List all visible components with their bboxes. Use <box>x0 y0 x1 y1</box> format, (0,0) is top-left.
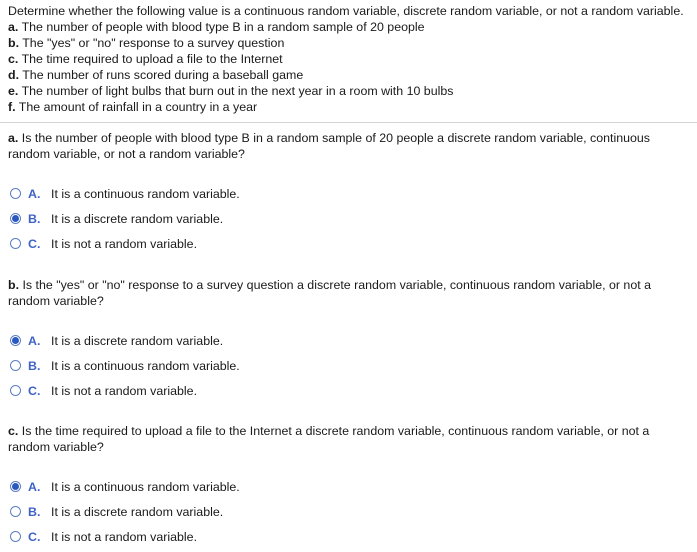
option-c-C[interactable]: C. It is not a random variable. <box>0 524 697 549</box>
option-c-B[interactable]: B. It is a discrete random variable. <box>0 499 697 524</box>
question-b <box>0 256 697 309</box>
intro-item-a: a. The number of people with blood type B in a random sample of 20 people <box>8 20 425 34</box>
question-c <box>0 403 697 455</box>
option-c-A[interactable]: A. It is a continuous random variable. <box>0 474 697 499</box>
options-b <box>0 328 697 403</box>
radio-button[interactable] <box>10 481 21 492</box>
intro-item-c: c. The time required to upload a file to the Internet <box>8 52 283 66</box>
option-b-A[interactable]: A. It is a discrete random variable. <box>0 328 697 353</box>
radio-button[interactable] <box>10 360 21 371</box>
intro-item-d: d. The number of runs scored during a baseball game <box>8 68 304 82</box>
intro-item-b: b. The "yes" or "no" response to a survey question <box>8 36 285 50</box>
question-letter: b. <box>8 278 20 292</box>
question-text: Is the time required to upload a file to the Internet a discrete random variable, continuous random variable, or not a random variable? <box>8 424 650 454</box>
question-text: Is the number of people with blood type B in a random sample of 20 people a discrete random variable, continuous random variable, or not a random variable? <box>8 131 650 161</box>
option-b-B[interactable]: B. It is a continuous random variable. <box>0 353 697 378</box>
intro-item-e: e. The number of light bulbs that burn out in the next year in a room with 10 bulbs <box>8 84 454 98</box>
radio-button[interactable] <box>10 238 21 249</box>
radio-button[interactable] <box>10 213 21 224</box>
options-a <box>0 181 697 256</box>
option-b-C[interactable]: C. It is not a random variable. <box>0 378 697 403</box>
intro-item-f: f. The amount of rainfall in a country in a year <box>8 100 258 114</box>
question-letter: a. <box>8 131 19 145</box>
question-letter: c. <box>8 424 19 438</box>
radio-button[interactable] <box>10 506 21 517</box>
radio-button[interactable] <box>10 335 21 346</box>
radio-button[interactable] <box>10 188 21 199</box>
problem-prompt: Determine whether the following value is a continuous random variable, discrete random variable, or not a random variable. <box>8 4 684 18</box>
option-a-B[interactable]: B. It is a discrete random variable. <box>0 206 697 231</box>
radio-button[interactable] <box>10 531 21 542</box>
question-a <box>0 123 697 162</box>
option-a-A[interactable]: A. It is a continuous random variable. <box>0 181 697 206</box>
problem-intro <box>0 0 697 115</box>
question-text: Is the "yes" or "no" response to a survey question a discrete random variable, continuous random variable, or not a random variable? <box>8 278 651 308</box>
option-a-C[interactable]: C. It is not a random variable. <box>0 231 697 256</box>
options-c <box>0 474 697 549</box>
radio-button[interactable] <box>10 385 21 396</box>
